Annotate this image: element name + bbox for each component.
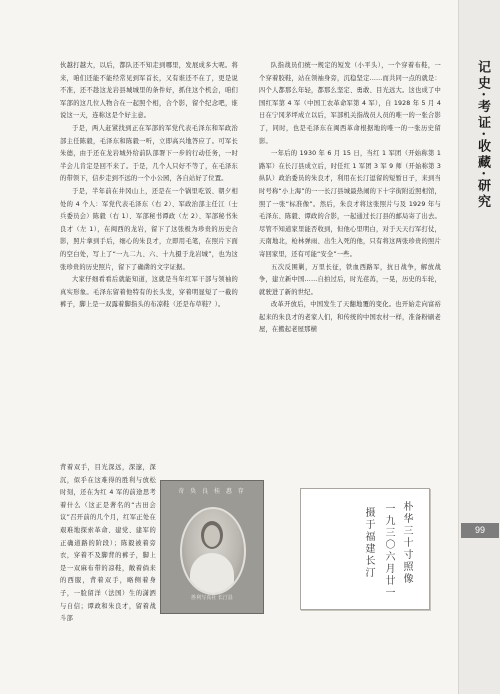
studio-stamp: 胜利写真社 长汀县: [191, 595, 233, 601]
paragraph: 背着双手，目光深远，深邃，深沉，似乎在这难得的胜利与放松时刻，还在为红 4 军的前途思考着什么（这正是著名的“古田会议”召开前的几个月，红军正处在艰难地探索革命、建党、建军的正确道路的阶段）；陈毅被着旁衣，穿着不及脚背的裤子，脚上是一双麻布带的凉鞋，敞着倘来的西服，背着双手，略侧着身子，一脸留洋（法国）生的潇洒与自信；谭政和朱良才，留着战斗部: [60, 464, 156, 623]
inscription-line: 朴华三十寸照像: [401, 501, 412, 585]
photo-back-inscription: [300, 488, 430, 610]
paragraph: 于是，半年前在井冈山上，还是在一个锅里吃饭、朝夕相处的 4 个人：军党代表毛泽东（右 2）、军政治部主任江（士兵委员会）陈毅（右 1）、军部秘书谭政（左 2）、军部秘书朱良才（左 1），在闽西的龙岩，留下了这张极为珍贵的历史合影，照片拿到手后，细心的朱良才，立即用毛笔，在照片下面的空白处，写上了“一九二九、六、十九摄于龙岩城”，也为这张珍贵的历史照片，留下了确凿的文字证据。: [60, 187, 238, 271]
inscription-line: 一九三〇六月廿一: [383, 503, 394, 599]
page-number: 99: [461, 523, 499, 538]
paragraph: 一年后的 1930 年 6 月 15 日，当红 1 军团（开始称第 1 路军）在长汀县成立后，时任红 1 军团 3 军 9 师（开始称第 3 纵队）政治委员的朱良才，利用在长汀逗留的短暂日子，来到当时号称“小上海”的一一长汀县城最热闹的下十字街附近照相馆，照了一张“标准像”。然后，朱良才将这张照片与及 1929 年与毛泽东、陈毅、谭政的合影，一起通过长汀县的邮局寄了出去。尽管不知道家里能否收到，但他心里明白，对于天天行军打仗，天南地北，枪林弹雨、出生入死的他，只有将这两张珍贵的照片寄回家里，还有可能“安全”一些。: [259, 150, 441, 258]
paragraph: 队指战员们统一规定的短发（小平头），一个穿着布鞋，一个穿着胶鞋，站在领袖身旁，沉稳坚定……而共同一点的就是：四个人都那么年轻，都那么坚定、勇敢、目光远大。这也成了中国红军第 4 军（中国工农革命军第 4 军），自 1928 年 5 月 4 日在宁冈茅坪成立以后，军部机关指战员人员的唯一的一张合影了，同时，也是毛泽东在闽西革命根据地的唯一的一张历史留影。: [259, 62, 441, 145]
paragraph: 伙越打越大，以后，都队还不知走到哪里，发展成多大呢。将来，咱们还能不能经常见到军首长，又有谁还不在了，更是说不准，还不趁这龙岩县城城里的条件好，抓住这个机会，咱们军部的这几位人物合在一起照个相，合个影，留个纪念吧，谁说这一天，连称这是个好主意。: [60, 62, 238, 120]
photo-caption: 奇 奂 良 桂 惠 存: [178, 488, 246, 495]
left-text-column: [60, 60, 238, 312]
portrait-body: [190, 553, 234, 595]
portrait-oval: [180, 507, 246, 595]
paragraph: 大家仔细看看后就能知道，这就是当年红军干部与领袖的真实形象。毛泽东留着他特有的长头发，穿着明显短了一截的裤子，脚上是一双露着脚指头的布凉鞋（还是布草鞋？）。: [60, 276, 238, 309]
paragraph: 于是，两人赶紧找到正在军部的军党代表毛泽东和军政治部主任陈毅，毛泽东和陈毅一听，立即高兴地答应了。可军长朱德，由于还在龙岩城外给前队部署下一步的行动任务，一时半会儿肯定是回不来了。于是，几个人只好不等了，在毛泽东的带领下，信步走到不远的一个小公园，各自站好了位置。: [60, 124, 238, 183]
portrait-face: [204, 525, 220, 547]
paragraph: 改革开放后，中国发生了天翻地覆的变化。也开始走向富裕起来的朱良才的老家人们，和传统的中国农村一样，准备粉刷老屋，在搬起老屋那横: [259, 301, 441, 334]
paragraph: 五次反围剿，万里长征，铁血西路军，抗日战争，解放战争，建立新中国……自拍过后，时光荏苒，一晃，历史的车轮，就驶进了新的世纪。: [259, 263, 441, 296]
inscription-line: 摄于福建长汀: [363, 507, 374, 579]
portrait-photo: [160, 480, 264, 614]
right-text-column: [259, 60, 441, 337]
section-title: 记史·考证·收藏·研究: [475, 60, 490, 211]
left-bottom-text-column: [60, 462, 156, 626]
